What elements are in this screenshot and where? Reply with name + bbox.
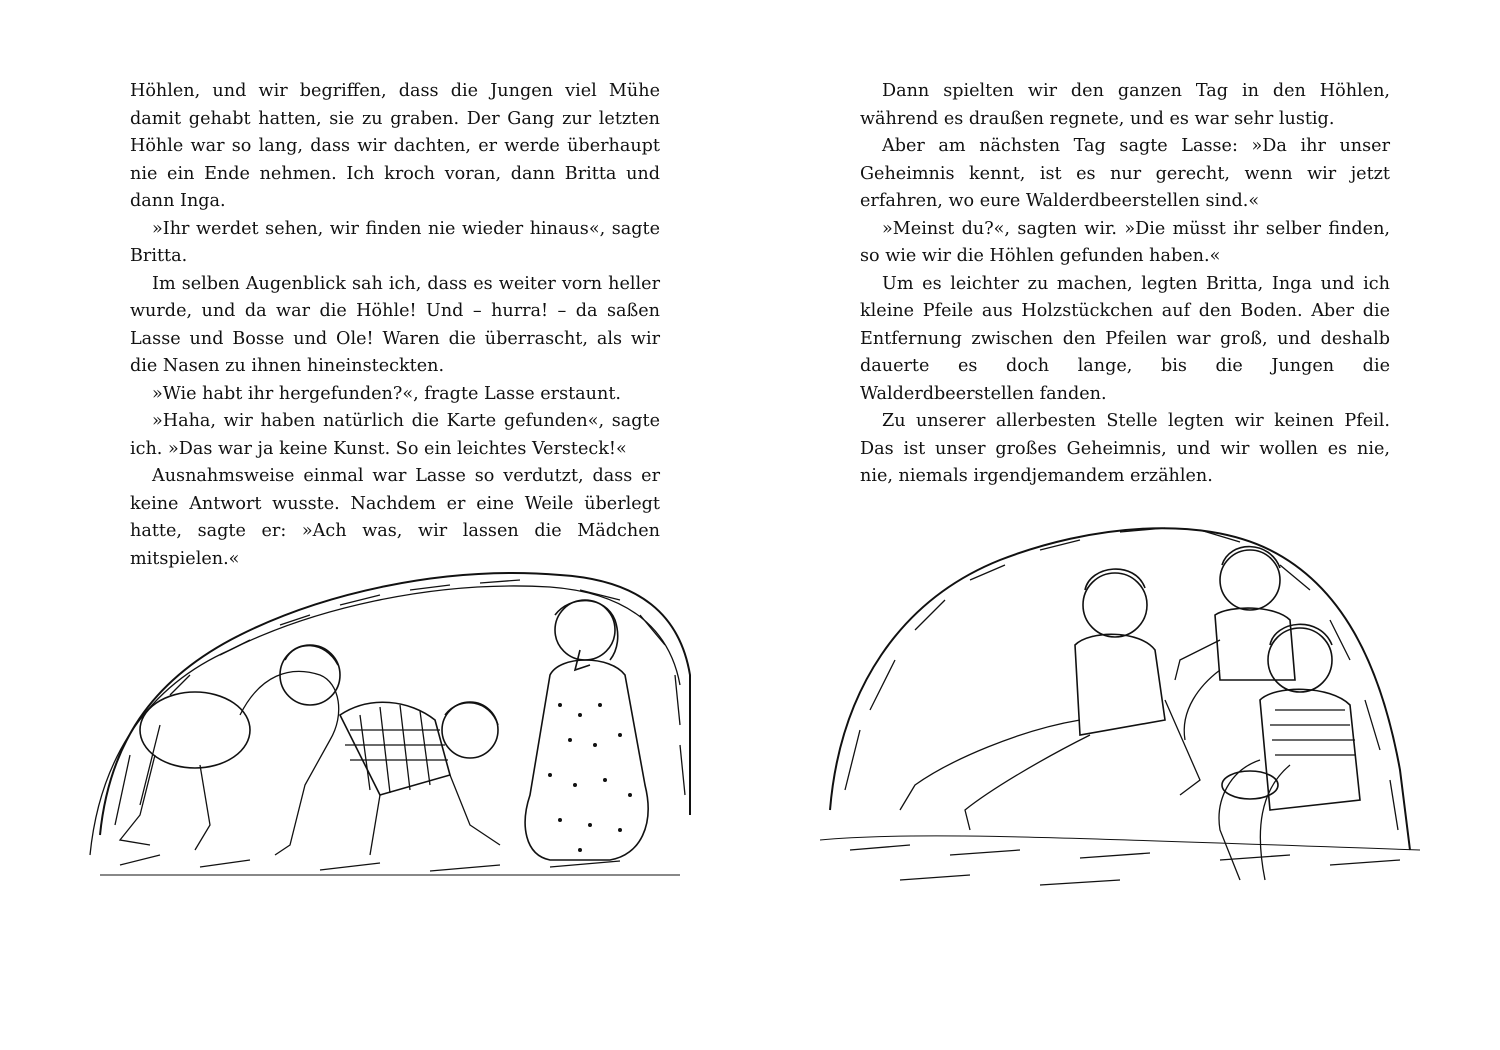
paragraph: Ausnahmsweise einmal war Lasse so verdutzt, dass er keine Antwort wusste. Nachdem er eine Weile überlegt hatte, sagte er: »Ach was, wir lassen die Mädchen mitspielen.« <box>130 466 660 569</box>
paragraph: Höhlen, und wir begriffen, dass die Jungen viel Mühe damit gehabt hatten, sie zu graben. Der Gang zur letzten Höhle war so lang, dass wir dachten, er werde überhaupt nie ein Ende nehmen. Ich kroch voran, dann Britta und dann Inga. <box>130 81 660 211</box>
paragraph: »Meinst du?«, sagten wir. »Die müsst ihr selber finden, so wie wir die Höhlen gefunden haben.« <box>860 218 1390 266</box>
paragraph: Dann spielten wir den ganzen Tag in den Höhlen, während es draußen regnete, und es war sehr lustig. <box>860 81 1390 129</box>
paragraph: Zu unserer allerbesten Stelle legten wir keinen Pfeil. Das ist unser großes Geheimnis, und wir wollen es nie, nie, niemals irgendjemandem erzählen. <box>860 411 1390 486</box>
paragraph: »Wie habt ihr hergefunden?«, fragte Lasse erstaunt. <box>152 383 621 404</box>
paragraph: »Ihr werdet sehen, wir finden nie wieder hinaus«, sagte Britta. <box>130 218 660 266</box>
paragraph: Aber am nächsten Tag sagte Lasse: »Da ihr unser Geheimnis kennt, ist es nur gerecht, wenn wir jetzt erfahren, wo eure Walderdbeerstellen sind.« <box>860 136 1390 211</box>
paragraph: »Haha, wir haben natürlich die Karte gefunden«, sagte ich. »Das war ja keine Kunst. So ein leichtes Versteck!« <box>130 411 660 459</box>
paragraph: Um es leichter zu machen, legten Britta, Inga und ich kleine Pfeile aus Holzstückchen auf den Boden. Aber die Entfernung zwischen den Pfeilen war groß, und deshalb dauerte es doch lange, bis die Jungen die Walderdbeerstellen fanden. <box>860 273 1390 404</box>
illustration-girls-crawling-into-cave <box>80 555 700 885</box>
illustration-boys-sitting-in-cave <box>820 510 1430 930</box>
right-page <box>750 0 1500 1050</box>
left-page-text <box>130 78 660 573</box>
right-page-text <box>860 78 1390 491</box>
paragraph: Im selben Augenblick sah ich, dass es weiter vorn heller wurde, und da war die Höhle! Und – hurra! – da saßen Lasse und Bosse und Ole! Waren die überrascht, als wir die Nasen zu ihnen hineinsteckten. <box>130 273 660 376</box>
